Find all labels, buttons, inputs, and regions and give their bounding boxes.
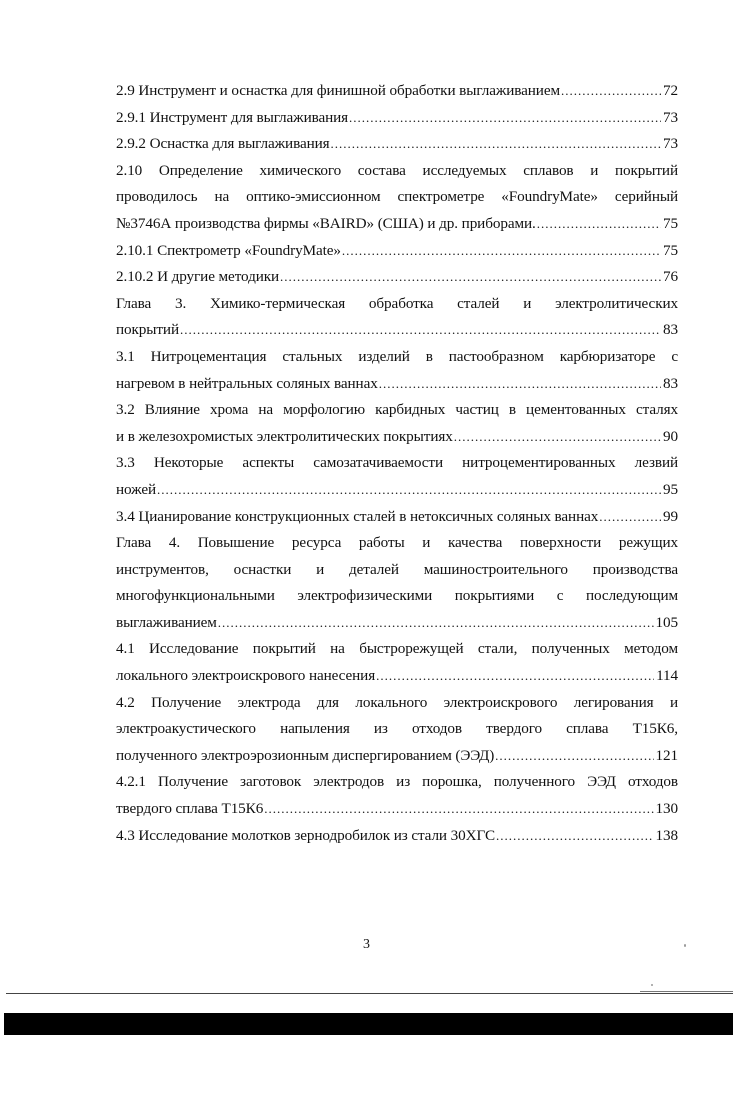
toc-page-number: 138 [655,826,678,844]
toc-entry-last-line [116,663,678,690]
toc-entry-title: и в железохромистых электролитических покрытиях [116,427,453,445]
toc-dot-leader [599,504,661,531]
toc-entry-line: проводилось на оптико-эмиссионном спектрометре «FoundryMate» серийный [116,188,678,206]
toc-page-number: 73 [663,135,678,153]
toc-dot-leader [342,238,661,265]
toc-entry-title: 2.9.1 Инструмент для выглаживания [116,108,349,126]
toc-page-number: 72 [663,82,678,99]
toc-entry-last-line [116,371,678,398]
toc-page-number: 99 [663,507,678,525]
toc-page-number: 105 [655,613,678,631]
toc-entry-title: 2.9.2 Оснастка для выглаживания [116,135,330,153]
toc-dot-leader [349,105,661,132]
toc-entry [116,690,678,770]
toc-entry [116,450,678,503]
toc-entry-line: 3.2 Влияние хрома на морфологию карбидных частиц в цементованных сталях [116,401,678,419]
toc-entry-title: 3.4 Цианирование конструкционных сталей в нетоксичных соляных ваннах [116,507,599,525]
scan-speck [684,944,686,947]
toc-entry-last-line [116,264,678,291]
toc-entry [116,397,678,450]
toc-entry-title: №3746А производства фирмы «BAIRD» (США) и др. приборами. [116,214,536,232]
toc-dot-leader [496,823,653,850]
toc-entry [116,105,678,132]
toc-page-number: 75 [663,241,678,259]
toc-page-number: 83 [663,374,678,392]
toc-entry-last-line [116,610,678,637]
scan-divider-line-short [640,991,733,992]
toc-entry [116,636,678,689]
toc-entry [116,291,678,344]
toc-dot-leader [376,663,654,690]
toc-entry-title: твердого сплава Т15К6 [116,800,264,818]
toc-entry-last-line [116,823,678,850]
toc-entry-title: локального электроискрового нанесения [116,667,376,685]
toc-dot-leader [331,131,661,158]
toc-dot-leader [379,371,661,398]
toc-entry-line: электроакустического напыления из отходов твердого сплава Т15К6, [116,720,678,738]
toc-entry-last-line [116,211,678,238]
toc-entry-title: 2.10.2 И другие методики [116,268,280,286]
toc-entry-last-line [116,477,678,504]
toc-page-number: 130 [655,800,678,818]
toc-dot-leader [561,78,661,105]
toc-page-number: 95 [663,480,678,498]
toc-entry-last-line [116,796,678,823]
toc-entry-line: 3.1 Нитроцементация стальных изделий в пастообразном карбюризаторе с [116,347,678,365]
toc-entry-last-line [116,78,678,105]
toc-entry-last-line [116,238,678,265]
toc-entry [116,769,678,822]
toc-dot-leader [537,211,661,238]
page-number: 3 [363,937,370,952]
toc-entry [116,158,678,238]
toc-entry-line: Глава 3. Химико-термическая обработка сталей и электролитических [116,294,678,312]
toc-page-number: 114 [656,667,678,685]
toc-entry [116,78,678,105]
toc-entry-title: нагревом в нейтральных соляных ваннах [116,374,378,392]
table-of-contents [116,78,678,849]
toc-entry-last-line [116,131,678,158]
toc-entry [116,238,678,265]
toc-entry-title: полученного электроэрозионным диспергированием (ЭЭД) [116,746,495,764]
toc-entry-line: 3.3 Некоторые аспекты самозатачиваемости нитроцементированных лезвий [116,454,678,472]
toc-entry-last-line [116,743,678,770]
toc-entry [116,344,678,397]
toc-entry-title: ножей [116,480,157,498]
toc-page-number: 83 [663,321,678,339]
toc-entry [116,530,678,636]
toc-entry-line: 2.10 Определение химического состава исследуемых сплавов и покрытий [116,161,678,179]
toc-entry [116,504,678,531]
toc-dot-leader [264,796,653,823]
toc-page-number: 75 [663,214,678,232]
toc-dot-leader [495,743,653,770]
toc-entry-last-line [116,424,678,451]
toc-entry-line: 4.2.1 Получение заготовок электродов из порошка, полученного ЭЭД отходов [116,773,678,791]
toc-entry-line: 4.2 Получение электрода для локального электроискрового легирования и [116,693,678,711]
toc-entry-last-line [116,317,678,344]
toc-entry-title: 2.9 Инструмент и оснастка для финишной обработки выглаживанием [116,82,560,99]
scan-speck [651,984,653,986]
toc-dot-leader [454,424,661,451]
toc-page-number: 76 [663,268,678,286]
toc-page-number: 121 [655,746,678,764]
toc-page-number: 73 [663,108,678,126]
scan-black-bar [4,1013,733,1035]
scan-divider-line [6,993,733,994]
toc-dot-leader [157,477,661,504]
toc-entry-line: Глава 4. Повышение ресурса работы и качества поверхности режущих [116,534,678,552]
toc-page-number: 90 [663,427,678,445]
toc-entry-line: 4.1 Исследование покрытий на быстрорежущей стали, полученных методом [116,640,678,658]
toc-entry [116,823,678,850]
toc-entry [116,264,678,291]
toc-entry-title: 4.3 Исследование молотков зернодробилок из стали 30ХГС [116,826,496,844]
toc-dot-leader [180,317,661,344]
toc-entry-title: выглаживанием [116,613,217,631]
toc-entry-title: 2.10.1 Спектрометр «FoundryMate» [116,241,341,259]
toc-entry-line: инструментов, оснастки и деталей машиностроительного производства [116,560,678,578]
toc-entry-last-line [116,504,678,531]
toc-entry-title: покрытий [116,321,179,339]
toc-dot-leader [280,264,661,291]
toc-entry-last-line [116,105,678,132]
toc-dot-leader [218,610,654,637]
toc-entry [116,131,678,158]
toc-entry-line: многофункциональными электрофизическими покрытиями с последующим [116,587,678,605]
